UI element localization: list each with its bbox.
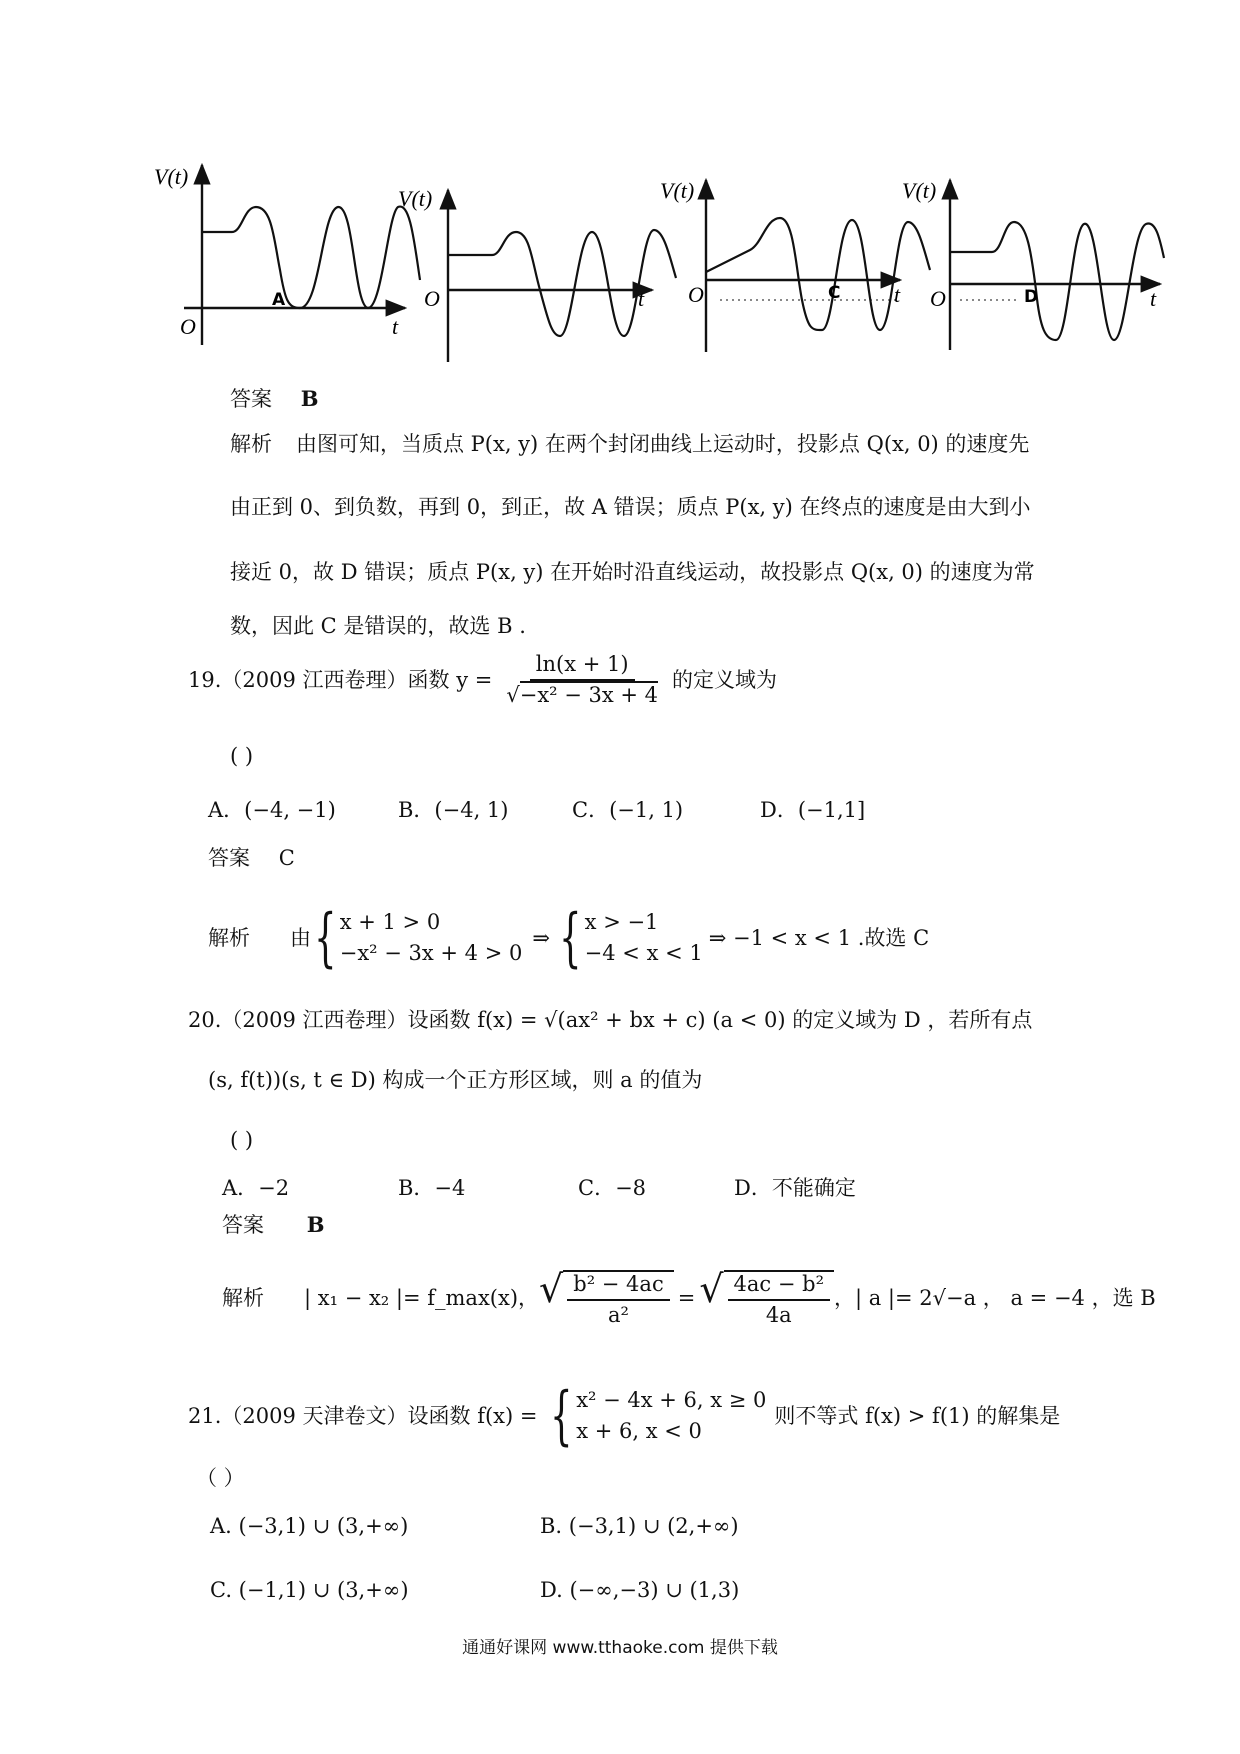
graph-a xyxy=(154,164,420,345)
q21-case-1: x² − 4x + 6, x ≥ 0 xyxy=(576,1388,767,1412)
q20-sqrt-1: √ $\frac{\text{b² − 4ac}}{\text{a²}}$ xyxy=(539,1270,674,1326)
page-footer: 通通好课网 www.tthaoke.com 提供下载 xyxy=(462,1638,778,1658)
velocity-graphs xyxy=(0,0,1240,380)
q19-answer-label: 答案 xyxy=(208,846,250,870)
graph-a-mark: A xyxy=(272,290,286,310)
graph-b-t-label: t xyxy=(638,286,645,311)
graph-a-vt-label: V(t) xyxy=(154,164,189,189)
q20-option-a: A．−2 xyxy=(222,1176,290,1200)
q20-equals: = xyxy=(677,1285,696,1310)
q19-fraction xyxy=(500,654,664,706)
graph-d-mark: D xyxy=(1024,287,1039,307)
graph-a-origin-label: O xyxy=(180,314,196,339)
graph-d xyxy=(902,178,1164,350)
q19-answer-value: C xyxy=(278,846,295,870)
q19-sys1-row1: x + 1 > 0 xyxy=(339,910,441,934)
graph-b-origin-label: O xyxy=(424,286,440,311)
q20-sqrt2-denominator: 4a xyxy=(765,1303,792,1327)
q18-analysis-label: 解析 xyxy=(230,432,272,456)
q21-option-b: B. (−3,1) ∪ (2,+∞) xyxy=(540,1514,739,1538)
graph-d-vt-label: V(t) xyxy=(902,178,937,203)
q19-paren: ( ) xyxy=(230,744,254,768)
q19-sys2-row2: −4 < x < 1 xyxy=(584,941,703,965)
q20-sqrt2-numerator: 4ac − b² xyxy=(728,1274,830,1301)
graph-a-t-label: t xyxy=(392,314,399,339)
q20-line-2: (s, f(t))(s, t ∈ D) 构成一个正方形区域，则 a 的值为 xyxy=(208,1068,703,1092)
q21-brace: { xyxy=(550,1379,574,1453)
q19-implies: ⇒ xyxy=(532,925,550,950)
q19-suffix: 的定义域为 xyxy=(672,667,778,692)
q21-option-d: D. (−∞,−3) ∪ (1,3) xyxy=(540,1578,740,1602)
q18-answer-label: 答案 xyxy=(230,387,272,411)
q18-analysis-line-3: 接近 0，故 D 错误；质点 P(x, y) 在开始时沿直线运动，故投影点 Q(x, 0) 的速度为常 xyxy=(230,560,1035,584)
q20-paren: ( ) xyxy=(230,1128,254,1152)
q19-stem xyxy=(188,654,777,706)
q19-sys1-row2: −x² − 3x + 4 > 0 xyxy=(339,941,523,965)
q20-analysis xyxy=(222,1267,1156,1327)
q20-analysis-label: 解析 xyxy=(222,1285,264,1310)
q19-system-1 xyxy=(340,912,523,964)
q21-option-c: C. (−1,1) ∪ (3,+∞) xyxy=(210,1578,409,1602)
q20-line-1: 20.（2009 江西卷理）设函数 f(x) = √(ax² + bx + c) (a < 0) 的定义域为 D ，若所有点 xyxy=(188,1008,1033,1032)
q20-answer xyxy=(222,1214,324,1236)
q20-option-b: B．−4 xyxy=(398,1176,466,1200)
q21-case-2: x + 6, x < 0 xyxy=(576,1419,702,1443)
graph-c-vt-label: V(t) xyxy=(660,178,695,203)
q19-sys2-row1: x > −1 xyxy=(584,910,659,934)
q20-step1: | x₁ − x₂ |= f_max(x)， xyxy=(304,1285,540,1310)
q19-analysis xyxy=(208,901,930,975)
q18-answer xyxy=(230,388,318,410)
graph-c-mark: C xyxy=(828,283,841,303)
graph-d-t-label: t xyxy=(1150,286,1157,311)
q21-prefix: 21.（2009 天津卷文）设函数 f(x) = xyxy=(188,1403,538,1428)
q19-brace-2: { xyxy=(559,901,582,975)
graph-c xyxy=(660,178,930,352)
graph-b xyxy=(398,186,676,362)
q21-option-a: A. (−3,1) ∪ (3,+∞) xyxy=(210,1514,409,1538)
q19-option-d: D．(−1,1] xyxy=(760,798,866,822)
q19-answer xyxy=(208,848,295,869)
q20-option-c: C．−8 xyxy=(578,1176,647,1200)
graph-c-origin-label: O xyxy=(688,282,704,307)
q18-analysis-line-4: 数，因此 C 是错误的，故选 B . xyxy=(230,614,526,638)
q19-prefix: 19.（2009 江西卷理）函数 y = xyxy=(188,667,493,692)
q19-option-c: C．(−1, 1) xyxy=(572,798,684,822)
graph-d-origin-label: O xyxy=(930,286,946,311)
q19-frac-numerator: ln(x + 1) xyxy=(530,654,635,681)
q19-you: 由 xyxy=(290,925,311,950)
q19-conclusion: ⇒ −1 < x < 1 .故选 C xyxy=(708,925,930,950)
q21-suffix: 则不等式 f(x) > f(1) 的解集是 xyxy=(774,1403,1061,1428)
q19-brace-1: { xyxy=(314,901,337,975)
q18-analysis-line-2: 由正到 0、到负数，再到 0，到正，故 A 错误；质点 P(x, y) 在终点的速度是由大到小 xyxy=(230,495,1031,519)
q19-option-b: B．(−4, 1) xyxy=(398,798,509,822)
q20-sqrt1-denominator: a² xyxy=(608,1303,629,1327)
q21-paren: （ ） xyxy=(196,1466,245,1490)
q19-frac-denominator: √−x² − 3x + 4 xyxy=(506,683,659,707)
q20-answer-value: B xyxy=(306,1212,325,1237)
q20-option-d: D．不能确定 xyxy=(734,1176,856,1200)
q19-frac-radicand: −x² − 3x + 4 xyxy=(519,683,659,707)
q20-sqrt-2: √ $\frac{\text{4ac − b²}}{4a}$ xyxy=(699,1270,834,1326)
q20-step2: ，| a |= 2√−a ， a = −4 ，选 B xyxy=(833,1285,1156,1310)
q20-answer-label: 答案 xyxy=(222,1213,264,1237)
q18-analysis-line-1: 由图可知，当质点 P(x, y) 在两个封闭曲线上运动时，投影点 Q(x, 0) 的速度先 xyxy=(296,432,1030,456)
q19-analysis-label: 解析 xyxy=(208,925,250,950)
q21-cases xyxy=(576,1390,766,1442)
q19-option-a: A．(−4, −1) xyxy=(208,798,336,822)
q19-system-2 xyxy=(585,912,703,964)
q21-stem xyxy=(188,1379,1061,1453)
q20-sqrt1-numerator: b² − 4ac xyxy=(567,1274,669,1301)
graph-c-t-label: t xyxy=(894,282,901,307)
q18-answer-value: B xyxy=(300,386,319,411)
graph-b-vt-label: V(t) xyxy=(398,186,433,211)
